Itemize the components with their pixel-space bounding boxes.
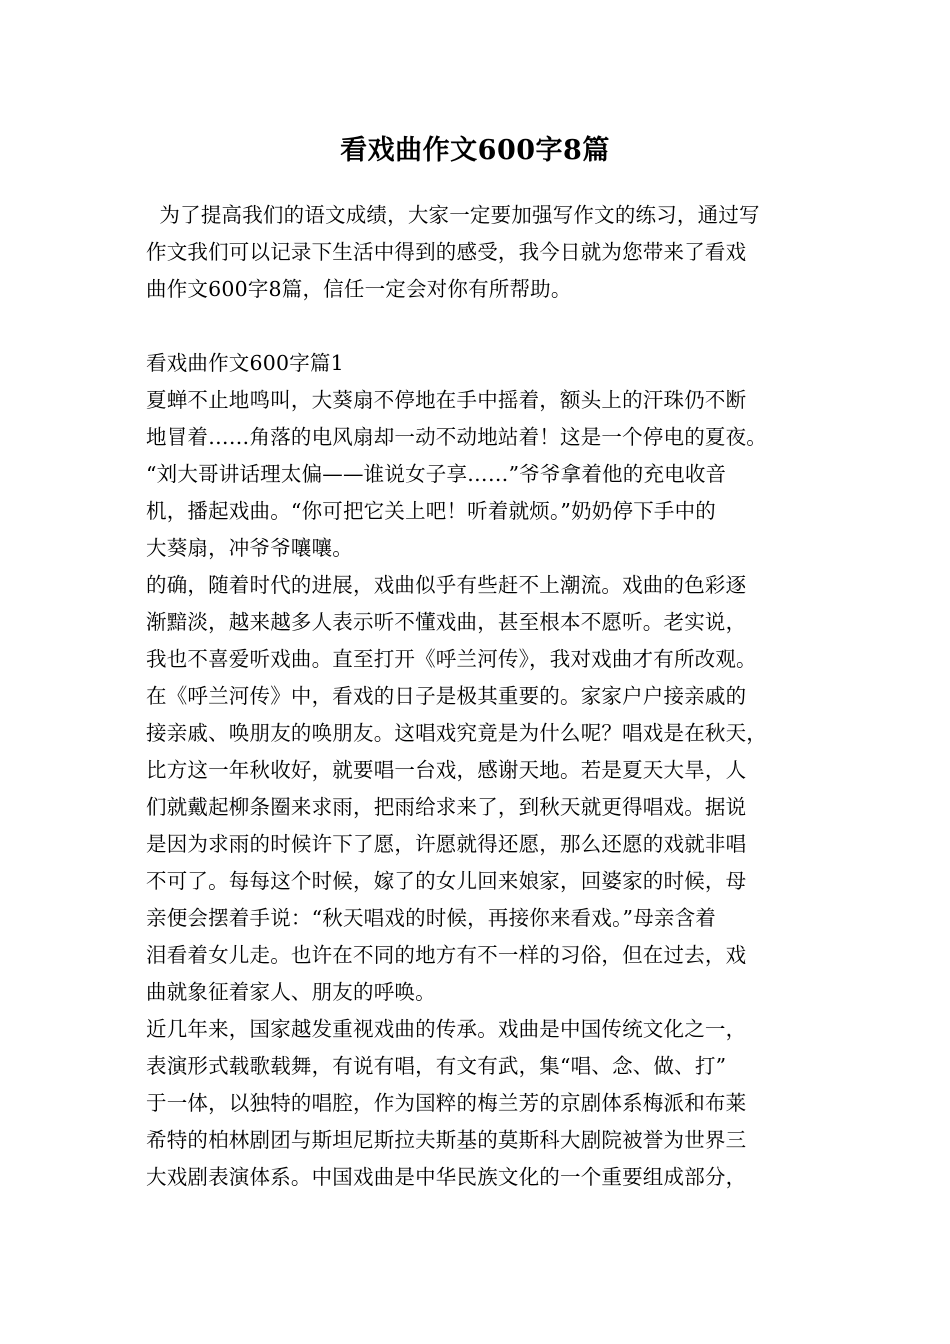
body-line: 大葵扇，冲爷爷嚷嚷。 (146, 536, 353, 560)
body-line: 表演形式载歌载舞，有说有唱，有文有武，集“唱、念、做、打” (146, 1054, 727, 1078)
body-line: 近几年来，国家越发重视戏曲的传承。戏曲是中国传统文化之一， (146, 1017, 747, 1041)
body-line: 地冒着……角落的电风扇却一动不动地站着！这是一个停电的夏夜。 (146, 425, 767, 449)
body-line: 不可了。每每这个时候，嫁了的女儿回来娘家，回婆家的时候，母 (146, 869, 747, 893)
section-heading: 看戏曲作文600字篇1 (146, 351, 344, 375)
body-line: 泪看着女儿走。也许在不同的地方有不一样的习俗，但在过去，戏 (146, 943, 747, 967)
body-line: 大戏剧表演体系。中国戏曲是中华民族文化的一个重要组成部分， (146, 1165, 747, 1189)
body-line: 希特的柏林剧团与斯坦尼斯拉夫斯基的莫斯科大剧院被誉为世界三 (146, 1128, 747, 1152)
body-line: 夏蝉不止地鸣叫，大葵扇不停地在手中摇着，额头上的汗珠仍不断 (146, 388, 747, 412)
document-body (146, 197, 826, 1196)
document-title: 看戏曲作文600字8篇 (340, 135, 610, 166)
body-line: 是因为求雨的时候许下了愿，许愿就得还愿，那么还愿的戏就非唱 (146, 832, 747, 856)
body-line: 亲便会摆着手说：“秋天唱戏的时候，再接你来看戏。”母亲含着 (146, 906, 717, 930)
body-line: 们就戴起柳条圈来求雨，把雨给求来了，到秋天就更得唱戏。据说 (146, 795, 747, 819)
body-line: 渐黯淡，越来越多人表示听不懂戏曲，甚至根本不愿听。老实说， (146, 610, 747, 634)
body-line: “刘大哥讲话理太偏——谁说女子享……”爷爷拿着他的充电收音 (146, 462, 727, 486)
body-line: 接亲戚、唤朋友的唤朋友。这唱戏究竟是为什么呢？唱戏是在秋天， (146, 721, 767, 745)
body-line: 我也不喜爱听戏曲。直至打开《呼兰河传》，我对戏曲才有所改观。 (146, 647, 757, 671)
body-line: 在《呼兰河传》中，看戏的日子是极其重要的。家家户户接亲戚的 (146, 684, 747, 708)
body-line: 曲就象征着家人、朋友的呼唤。 (146, 980, 436, 1004)
body-line: 于一体，以独特的唱腔，作为国粹的梅兰芳的京剧体系梅派和布莱 (146, 1091, 747, 1115)
body-line: 机，播起戏曲。“你可把它关上吧！听着就烦。”奶奶停下手中的 (146, 499, 717, 523)
intro-line: 作文我们可以记录下生活中得到的感受，我今日就为您带来了看戏 (146, 240, 747, 264)
body-line: 的确，随着时代的进展，戏曲似乎有些赶不上潮流。戏曲的色彩逐 (146, 573, 747, 597)
body-line: 比方这一年秋收好，就要唱一台戏，感谢天地。若是夏天大旱，人 (146, 758, 747, 782)
intro-line: 曲作文600字8篇，信任一定会对你有所帮助。 (146, 277, 572, 301)
paragraph-gap (146, 308, 826, 345)
intro-line: 为了提高我们的语文成绩，大家一定要加强写作文的练习，通过写 (146, 203, 760, 227)
